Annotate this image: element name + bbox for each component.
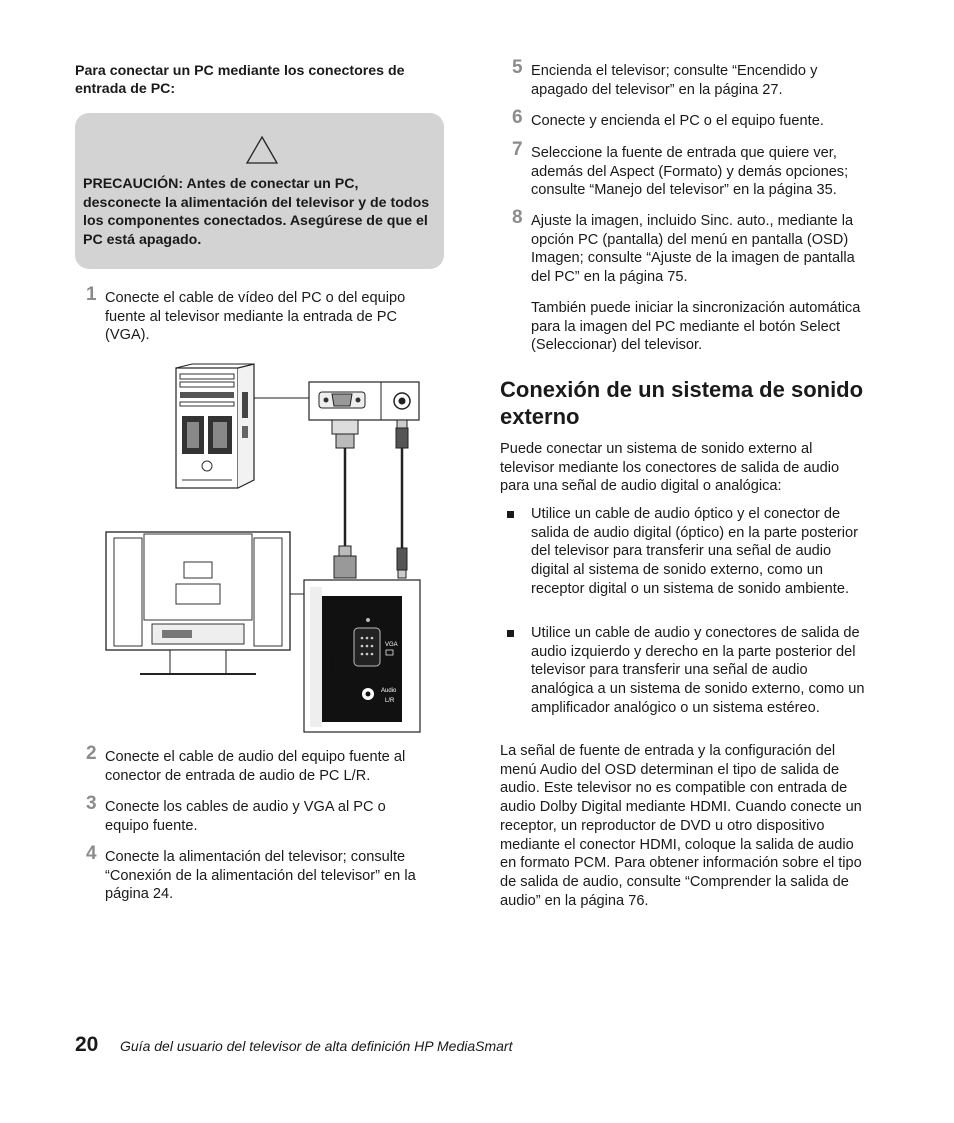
audio-label: Audio (381, 688, 397, 694)
audio-cable (396, 420, 408, 578)
vga-label: VGA (385, 642, 398, 648)
tv-back-illustration (106, 532, 304, 674)
pc-tower-illustration (176, 364, 254, 488)
section-intro: Puede conectar un sistema de sonido externo al televisor mediante los conectores de salida de audio para una señal de audio digital o analógica: (500, 441, 840, 495)
page-number: 20 (75, 1033, 99, 1056)
closing-paragraph: La señal de fuente de entrada y la configuración del menú Audio del OSD determinan el tipo de salida de audio. Este televisor no es compatible con entrada de audio Dolby Digital mediante HDMI. Cuando conecte un receptor, un reproductor de DVD u otro dispositivo mediante el conector HDMI, coloque la salida de audio en formato PCM. Para obtener información sobre el tipo de salida de audio, consulte “Comprender la salida de audio” en la página 76. (500, 743, 862, 909)
step-8-note: También puede iniciar la sincronización automática para la imagen del PC mediante el botón Select (Seleccionar) del televisor. (531, 300, 861, 354)
bullet-marker-icon (507, 511, 514, 518)
bullet-marker-icon (507, 630, 514, 637)
pc-connector-panel (254, 382, 419, 420)
caution-box (75, 113, 444, 269)
footer-title: Guía del usuario del televisor de alta definición HP MediaSmart (120, 1038, 513, 1054)
pc-connection-diagram (104, 362, 424, 734)
audio-lr-label: L/R (385, 698, 395, 704)
procedure-intro: Para conectar un PC mediante los conectores de entrada de PC: (75, 63, 405, 97)
bullet-item-1: Utilice un cable de audio óptico y el conector de salida de audio digital (óptico) en la parte posterior del televisor para transferir una señal de audio digital al sistema de sonido externo, como un receptor digital o un sistema de sonido ambiente. (500, 505, 875, 599)
bullet-item-2: Utilice un cable de audio y conectores de salida de audio izquierdo y derecho en la parte posterior del televisor para transferir una señal de audio analógica a un sistema de sonido externo, como un amplificador analógico o un sistema estéreo. (500, 624, 875, 718)
vga-cable (332, 420, 358, 578)
pc-input-label: PC Input (328, 647, 335, 673)
caution-text: PRECAUCIÓN: Antes de conectar un PC, desconecte la alimentación del televisor y de todos los componentes conectados. Asegúrese de que el PC está apagado. (83, 176, 430, 249)
pc-input-panel (304, 580, 420, 732)
warning-triangle-icon (245, 135, 279, 165)
section-heading: Conexión de un sistema de sonido externo (500, 377, 864, 429)
